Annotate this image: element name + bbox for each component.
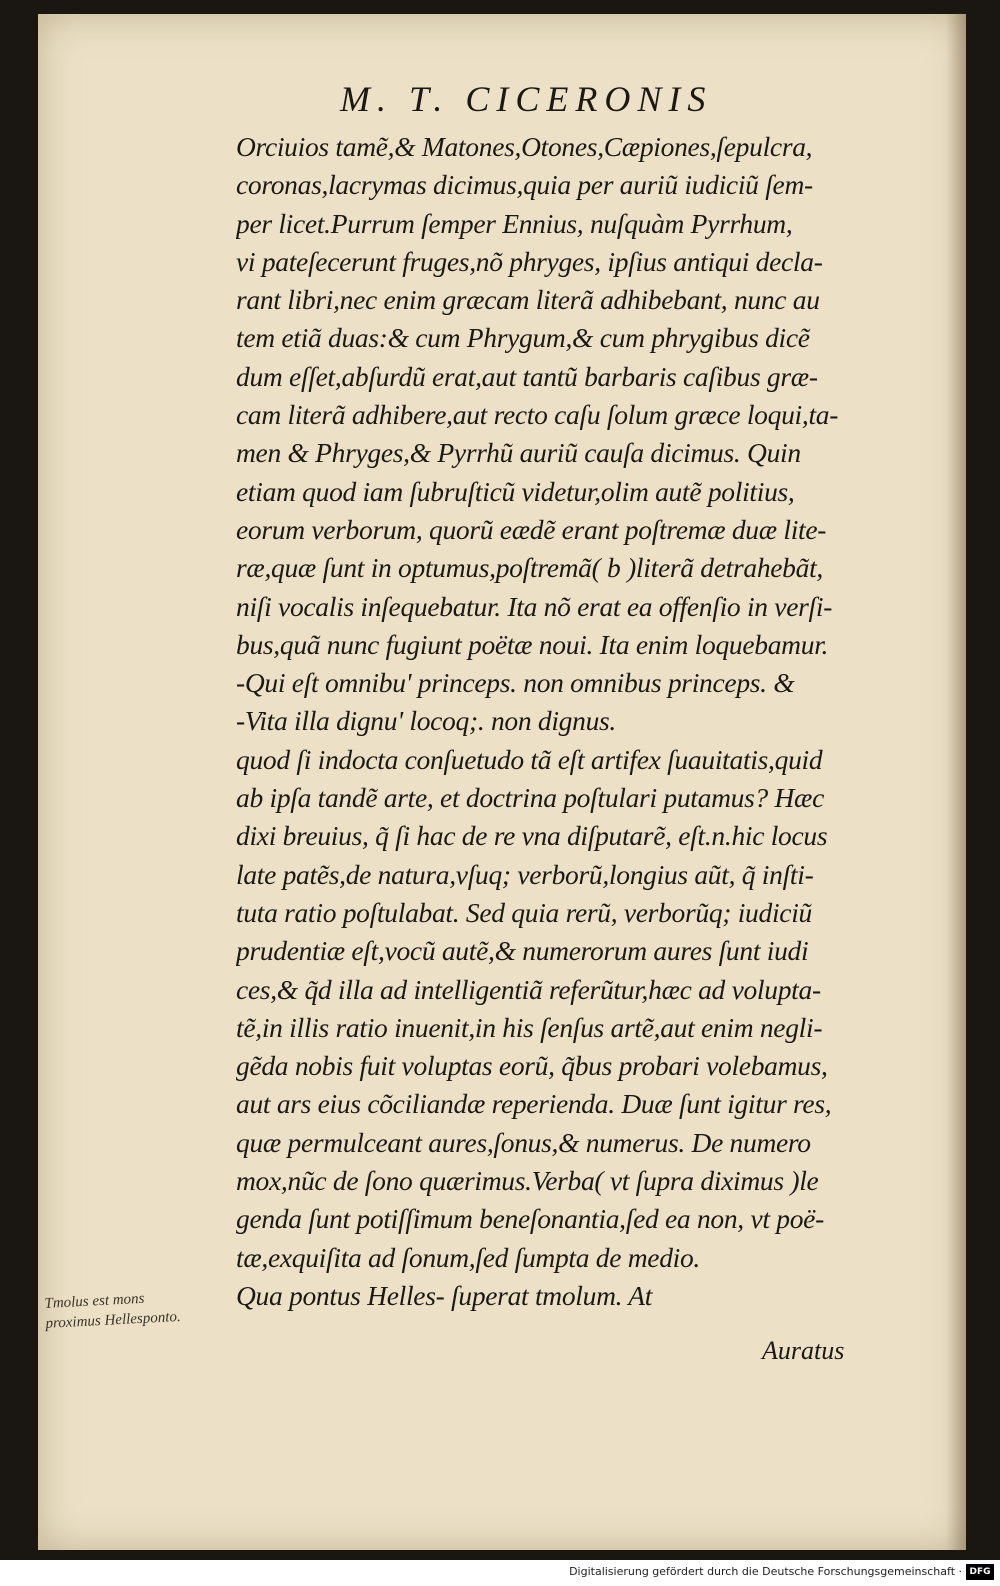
text-line: per licet.Purrum ſemper Ennius, nuſquàm Pyrrhum, — [236, 207, 793, 239]
text-line: Qua pontus Helles- ſuperat tmolum. At — [236, 1279, 653, 1311]
body-text — [236, 128, 926, 1315]
text-line: eorum verborum, quorũ eædẽ erant poſtremæ duæ lite- — [236, 513, 827, 545]
catchword: Auratus — [762, 1336, 845, 1365]
handwritten-marginal-note — [44, 1287, 181, 1334]
text-line: quod ſi indocta conſuetudo tã eſt artifex ſuauitatis,quid — [236, 743, 823, 775]
text-line: dum eſſet,abſurdũ erat,aut tantũ barbaris caſibus græ- — [236, 360, 818, 392]
funding-credit: Digitalisierung gefördert durch die Deutsche Forschungsgemeinschaft · — [569, 1565, 962, 1578]
text-line: tẽ,in illis ratio inuenit,in his ſenſus artẽ,aut enim negli- — [236, 1011, 823, 1043]
text-line: coronas,lacrymas dicimus,quia per auriũ iudiciũ ſem- — [236, 169, 813, 201]
text-line: -Qui eſt omnibu' princeps. non omnibus princeps. & — [236, 667, 795, 699]
text-line: bus,quã nunc fugiunt poëtæ noui. Ita enim loquebamur. — [236, 628, 829, 660]
text-line: vi pateſecerunt fruges,nõ phryges, ipſius antiqui decla- — [236, 245, 823, 277]
text-line: mox,nũc de ſono quærimus.Verba( vt ſupra diximus )le — [236, 1165, 819, 1197]
text-line: niſi vocalis inſequebatur. Ita nõ erat ea offenſio in verſi- — [236, 590, 833, 622]
text-line: rant libri,nec enim græcam literã adhibebant, nunc au — [236, 284, 820, 316]
text-line: aut ars eius cõciliandæ reperienda. Duæ ſunt igitur res, — [236, 1088, 832, 1120]
text-line: etiam quod iam ſubruſticũ videtur,olim autẽ politius, — [236, 475, 795, 507]
text-line: genda ſunt potiſſimum beneſonantia,ſed ea non, vt poë- — [236, 1203, 824, 1235]
text-line: tuta ratio poſtulabat. Sed quia rerũ, verborũq; iudiciũ — [236, 896, 812, 928]
text-line: tæ,exquiſita ad ſonum,ſed ſumpta de medio. — [236, 1241, 701, 1273]
text-line: quæ permulceant aures,ſonus,& numerus. De numero — [236, 1126, 811, 1158]
text-line: late patẽs,de natura,vſuq; verborũ,longius aũt, q̃ inſti- — [236, 858, 814, 890]
marginal-line: proximus Hellesponto. — [45, 1308, 182, 1332]
text-line: prudentiæ eſt,vocũ autẽ,& numerorum aures ſunt iudi — [236, 935, 809, 967]
text-line: Orciuios tamẽ,& Matones,Otones,Cæpiones,ſepulcra, — [236, 131, 813, 162]
text-line: tem etiã duas:& cum Phrygum,& cum phrygibus dicẽ — [236, 322, 810, 354]
text-line: dixi breuius, q̃ ſi hac de re vna diſputarẽ, eſt.n.hic locus — [236, 820, 828, 852]
marginal-line: Tmolus est mons — [44, 1290, 145, 1312]
text-line: cam literã adhibere,aut recto caſu ſolum græce loqui,ta- — [236, 399, 839, 431]
footer-bar — [0, 1560, 1000, 1586]
text-line: gẽda nobis fuit voluptas eorũ, q̃bus probari volebamus, — [236, 1050, 828, 1082]
dfg-logo: DFG — [966, 1564, 994, 1580]
page-edge-shadow — [946, 14, 966, 1550]
text-line: ab ipſa tandẽ arte, et doctrina poſtulari putamus? Hæc — [236, 782, 825, 814]
text-line: ræ,quæ ſunt in optumus,poſtremã( b )literã detrahebãt, — [236, 552, 824, 584]
text-line: men & Phryges,& Pyrrhũ auriũ cauſa dicimus. Quin — [236, 437, 801, 469]
text-line: -Vita illa dignu' locoq;. non dignus. — [236, 705, 617, 737]
running-head: M. T. CICERONIS — [340, 79, 713, 119]
text-line: ces,& q̃d illa ad intelligentiã referũtur,hæc ad volupta- — [236, 973, 821, 1005]
